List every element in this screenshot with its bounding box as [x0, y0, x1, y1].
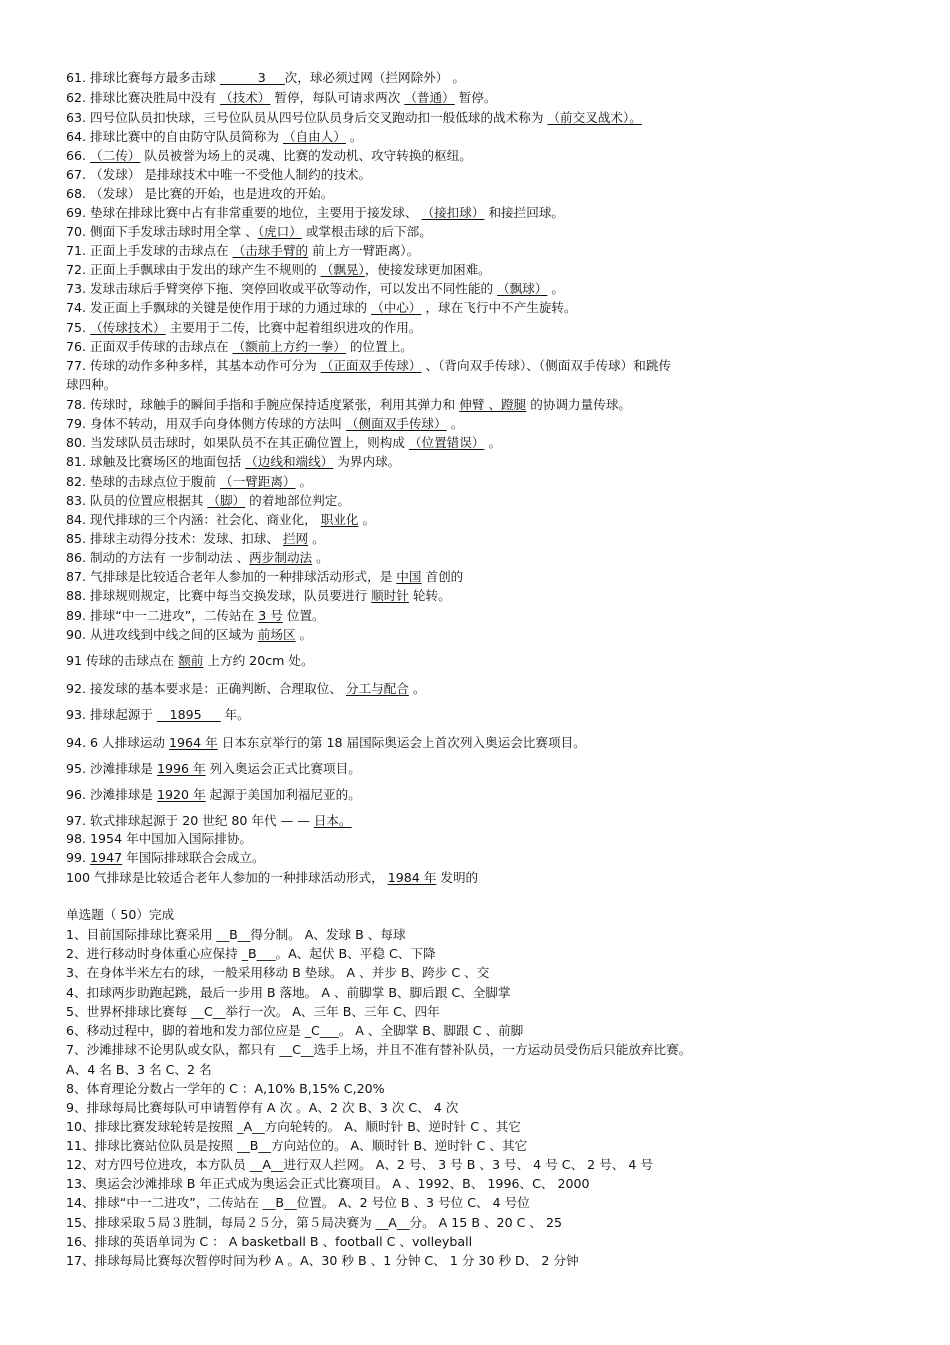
question-text: 83. 队员的位置应根据其 — [66, 493, 208, 508]
answer-blank: 日本。 — [313, 813, 352, 828]
answer-blank: （击球手臂的 — [232, 243, 309, 258]
question-line — [66, 625, 930, 644]
question-line — [66, 127, 930, 146]
answer-blank: 拦网 — [282, 531, 309, 546]
question-line — [66, 705, 930, 724]
question-text: 72. 正面上手飘球由于发出的球产生不规则的 — [66, 262, 321, 277]
question-line — [66, 165, 930, 184]
question-text: 。 — [295, 474, 313, 489]
question-text: 。 — [446, 416, 464, 431]
question-text: 99. — [66, 850, 91, 865]
question-text: 82. 垫球的击球点位于腹前 — [66, 474, 220, 489]
question-line — [66, 433, 930, 452]
question-text: 或掌根击球的后下部。 — [301, 224, 432, 239]
question-text: 100 气排球是比较适合老年人参加的一种排球活动形式， — [66, 870, 388, 885]
question-line — [66, 567, 930, 586]
question-text: 79. 身体不转动，用双手向身体侧方传球的方法叫 — [66, 416, 346, 431]
question-line — [66, 491, 930, 510]
question-text: 轮转。 — [408, 588, 451, 603]
choice-question-line: 9、排球每局比赛每队可申请暂停有 A 次 。A、2 次 B、3 次 C、 4 次 — [66, 1100, 459, 1115]
answer-blank: 1996 年 — [157, 761, 206, 776]
question-text: 68. （发球） 是比赛的开始，也是进攻的开始。 — [66, 186, 334, 201]
question-text: 起源于美国加利福尼亚的。 — [205, 787, 361, 802]
choice-question-line: 8、体育理论分数占一学年的 C ：A,10% B,15% C,20% — [66, 1081, 385, 1096]
question-text: 。 — [547, 281, 565, 296]
question-text: 主要用于二传，比赛中起着组织进攻的作用。 — [165, 320, 422, 335]
question-text: 86. 制动的方法有 一步制动法 、 — [66, 550, 250, 565]
question-text: 发明的 — [436, 870, 479, 885]
question-text: 67. （发球） 是排球技术中唯一不受他人制约的技术。 — [66, 167, 372, 182]
answer-blank: 1920 年 — [157, 787, 206, 802]
question-text: 首创的 — [421, 569, 464, 584]
question-text: 。 — [408, 681, 426, 696]
question-line — [66, 651, 930, 670]
question-text: 为界内球。 — [333, 454, 401, 469]
question-text: 80. 当发球队员击球时，如果队员不在其正确位置上，则构成 — [66, 435, 409, 450]
answer-blank: （中心） — [371, 300, 422, 315]
question-line — [66, 868, 930, 887]
question-text: 73. 发球击球后手臂突停下拖、突停回收或平砍等动作，可以发出不同性能的 — [66, 281, 498, 296]
answer-blank: 两步制动法 — [249, 550, 313, 565]
question-line — [66, 759, 930, 778]
question-text: 70. 侧面下手发球击球时用全掌 、 — [66, 224, 258, 239]
question-text: 列入奥运会正式比赛项目。 — [205, 761, 361, 776]
answer-blank: 1984 年 — [387, 870, 437, 885]
question-text: 63. 四号位队员扣快球，三号位队员从四号位队员身后交叉跑动扣一般低球的战术称为 — [66, 110, 548, 125]
question-line — [66, 510, 930, 529]
question-text: 前上方一臂距离）。 — [308, 243, 420, 258]
question-text: 暂停，每队可请求两次 — [270, 90, 405, 105]
question-line — [66, 279, 930, 298]
question-text: 87. 气排球是比较适合老年人参加的一种排球活动形式，是 — [66, 569, 397, 584]
question-text: 。 — [358, 512, 376, 527]
question-line — [66, 108, 930, 127]
question-text: 暂停。 — [454, 90, 497, 105]
answer-blank: （正面双手传球） — [320, 358, 422, 373]
question-text: 78. 传球时，球触手的瞬间手指和手腕应保持适度紧张，利用其弹力和 — [66, 397, 460, 412]
answer-blank: 额前 — [178, 653, 204, 668]
question-text: 84. 现代排球的三个内涵：社会化、商业化， — [66, 512, 321, 527]
question-text: 的位置上。 — [345, 339, 413, 354]
question-line — [66, 222, 930, 241]
question-line — [66, 146, 930, 165]
answer-blank: （普通） — [404, 90, 455, 105]
answer-blank: （传球技术） — [90, 320, 166, 335]
question-text: 94. 6 人排球运动 — [66, 735, 170, 750]
question-line — [66, 375, 930, 394]
choice-question-line: 4、扣球两步助跑起跳，最后一步用 B 落地。 A 、前脚掌 B、脚后跟 C、全脚掌 — [66, 985, 511, 1000]
question-line — [66, 785, 930, 804]
question-line — [66, 829, 930, 848]
question-text: 90. 从进攻线到中线之间的区域为 — [66, 627, 258, 642]
choice-question-line: A、4 名 B、3 名 C、2 名 — [66, 1062, 212, 1077]
question-text: 和接拦回球。 — [484, 205, 565, 220]
question-text: 81. 球触及比赛场区的地面包括 — [66, 454, 246, 469]
question-text: 98. 1954 年中国加入国际排协。 — [66, 831, 253, 846]
question-text: 69. 垫球在排球比赛中占有非常重要的地位，主要用于接发球、 — [66, 205, 422, 220]
question-text: 85. 排球主动得分技术：发球、扣球、 — [66, 531, 283, 546]
question-line — [66, 337, 930, 356]
answer-blank: （脚） — [207, 493, 246, 508]
question-text: 次，球必须过网（拦网除外） 。 — [284, 70, 465, 85]
choice-question-line: 17、排球每局比赛每次暂停时间为秒 A 。A、30 秒 B 、1 分钟 C、 1 分 30 秒 D、 2 分钟 — [66, 1253, 579, 1268]
answer-blank: 顺时针 — [371, 588, 409, 603]
question-line — [66, 733, 930, 752]
question-text: 位置。 — [282, 608, 325, 623]
question-text: 日本东京举行的第 18 届国际奥运会上首次列入奥运会比赛项目。 — [217, 735, 586, 750]
answer-blank: 职业化 — [320, 512, 359, 527]
answer-blank: （虎口） — [257, 224, 302, 239]
answer-blank: __1895___ — [157, 707, 221, 722]
question-line — [66, 586, 930, 605]
question-text: 上方约 20cm 处。 — [203, 653, 314, 668]
choice-question-line: 10、排球比赛发球轮转是按照 _A__方向轮转的。 A、顺时针 B、逆时针 C 、其它 — [66, 1119, 521, 1134]
question-line — [66, 414, 930, 433]
choice-question-line: 11、排球比赛站位队员是按照 __B__方向站位的。 A、顺时针 B、逆时针 C 、其它 — [66, 1138, 528, 1153]
question-line — [66, 203, 930, 222]
question-text: 71. 正面上手发球的击球点在 — [66, 243, 233, 258]
question-text: 66. — [66, 148, 91, 163]
question-line — [66, 529, 930, 548]
answer-blank: 前场区 — [257, 627, 296, 642]
answer-blank: 分工与配合 — [345, 681, 409, 696]
answer-blank: 中国 — [396, 569, 422, 584]
choice-question-line: 7、沙滩排球不论男队或女队，都只有 __C__选手上场，并且不准有替补队员，一方运动员受伤后只能放弃比赛。 — [66, 1042, 692, 1057]
question-text: 76. 正面双手传球的击球点在 — [66, 339, 233, 354]
question-text: ，使接发球更加困难。 — [364, 262, 491, 277]
question-line — [66, 606, 930, 625]
choice-question-line: 14、排球“中一二进攻”，二传站在 __B__位置。 A、2 号位 B 、3 号位 C、 4 号位 — [66, 1195, 530, 1210]
choice-question-line: 12、对方四号位进攻，本方队员 __A__进行双人拦网。 A、2 号、 3 号 B 、3 号、 4 号 C、 2 号、 4 号 — [66, 1157, 653, 1172]
choice-question-line: 6、移动过程中，脚的着地和发力部位应是 _C___。 A 、全脚掌 B、脚跟 C 、前脚 — [66, 1023, 524, 1038]
answer-blank: （边线和端线） — [245, 454, 334, 469]
question-text: 的着地部位判定。 — [245, 493, 350, 508]
question-text: 。 — [295, 627, 313, 642]
question-line — [66, 241, 930, 260]
question-text: 队员被誉为场上的灵魂、比赛的发动机、攻守转换的枢纽。 — [140, 148, 472, 163]
question-text: 96. 沙滩排球是 — [66, 787, 158, 802]
question-text: 61. 排球比赛每方最多击球 — [66, 70, 220, 85]
question-text: 92. 接发球的基本要求是：正确判断、合理取位、 — [66, 681, 346, 696]
question-text: 75. — [66, 320, 91, 335]
question-text: 91 传球的击球点在 — [66, 653, 179, 668]
answer-blank: （位置错误） — [408, 435, 485, 450]
choice-question-line: 3、在身体半米左右的球，一般采用移动 B 垫球。 A 、并步 B、跨步 C 、交 — [66, 965, 490, 980]
question-line — [66, 260, 930, 279]
answer-blank: 3 号 — [258, 608, 283, 623]
answer-blank: （一臂距离） — [219, 474, 296, 489]
answer-blank: 伸臂 、蹬腿 — [459, 397, 527, 412]
question-text: 。 — [312, 550, 329, 565]
answer-blank: 1964 年 — [169, 735, 218, 750]
question-text: 97. 软式排球起源于 20 世纪 80 年代 — — — [66, 813, 314, 828]
question-line — [66, 68, 930, 87]
question-line — [66, 184, 930, 203]
question-text: 88. 排球规则规定，比赛中每当交换发球，队员要进行 — [66, 588, 372, 603]
choice-question-line: 16、排球的英语单词为 C ： A basketball B 、football C 、volleyball — [66, 1234, 473, 1249]
question-line — [66, 679, 930, 698]
answer-blank: （自由人） — [282, 129, 346, 144]
answer-blank: 1947 — [90, 850, 123, 865]
question-text: 年。 — [220, 707, 250, 722]
question-text: 。 — [308, 531, 325, 546]
question-text: 93. 排球起源于 — [66, 707, 158, 722]
single-choice-title: 单选题（ 50）完成 — [66, 907, 175, 922]
answer-blank: （技术） — [219, 90, 271, 105]
answer-blank: （前交叉战术）。 — [547, 110, 642, 125]
question-line — [66, 88, 930, 107]
question-line — [66, 848, 930, 867]
answer-blank: （额前上方约一拳） — [232, 339, 346, 354]
choice-question-line: 13、奥运会沙滩排球 B 年正式成为奥运会正式比赛项目。 A 、1992、B、 1996、C、 2000 — [66, 1176, 590, 1191]
choice-question-line: 2、进行移动时身体重心应保持 _B___。A、起伏 B、平稳 C、下降 — [66, 946, 436, 961]
question-text: 的协调力量传球。 — [526, 397, 632, 412]
answer-blank: （二传） — [90, 148, 141, 163]
question-line — [66, 472, 930, 491]
question-text: 95. 沙滩排球是 — [66, 761, 158, 776]
answer-blank: （飘晃） — [320, 262, 365, 277]
question-line — [66, 811, 930, 830]
question-line — [66, 298, 930, 317]
answer-blank: （飘球） — [497, 281, 548, 296]
choice-question-line: 5、世界杯排球比赛每 __C__举行一次。 A、三年 B、三年 C、四年 — [66, 1004, 440, 1019]
question-line — [66, 548, 930, 567]
question-line — [66, 395, 930, 414]
question-line — [66, 452, 930, 471]
question-text: 74. 发正面上手飘球的关键是使作用于球的力通过球的 — [66, 300, 372, 315]
question-text: 64. 排球比赛中的自由防守队员简称为 — [66, 129, 283, 144]
question-text: 89. 排球“中一二进攻”，二传站在 — [66, 608, 259, 623]
question-text: 62. 排球比赛决胜局中没有 — [66, 90, 220, 105]
question-text: 球四种。 — [66, 377, 117, 392]
question-text: 。 — [484, 435, 502, 450]
answer-blank: （侧面双手传球） — [345, 416, 447, 431]
question-text: 、（背向双手传球）、（侧面双手传球）和跳传 — [421, 358, 672, 373]
question-text: ，球在飞行中不产生旋转。 — [421, 300, 577, 315]
choice-question-line: 1、目前国际排球比赛采用 __B__得分制。 A、发球 B 、每球 — [66, 927, 406, 942]
question-text: 77. 传球的动作多种多样，其基本动作可分为 — [66, 358, 321, 373]
question-line — [66, 356, 930, 375]
answer-blank: （接扣球） — [421, 205, 485, 220]
question-text: 年国际排球联合会成立。 — [122, 850, 265, 865]
question-text: 。 — [345, 129, 363, 144]
question-line — [66, 318, 930, 337]
answer-blank: ______3___ — [219, 70, 285, 85]
choice-question-line: 15、排球采取５局３胜制，每局２５分，第５局决赛为 __A__分。 A 15 B 、20 C 、 25 — [66, 1215, 563, 1230]
